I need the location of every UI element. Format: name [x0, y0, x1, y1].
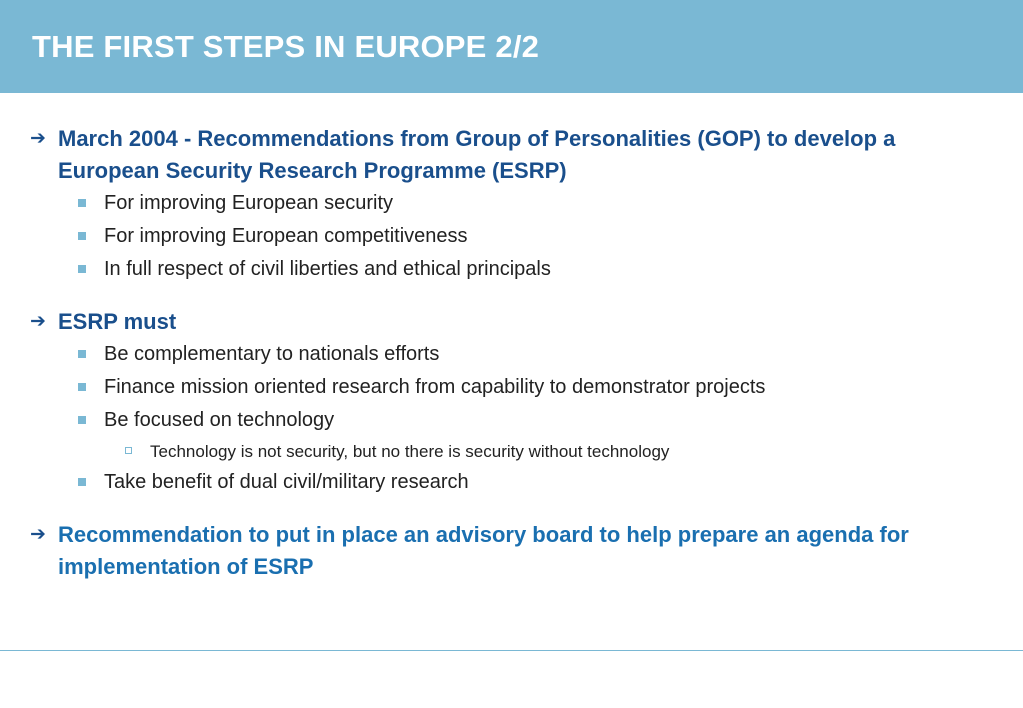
slide-title: THE FIRST STEPS IN EUROPE 2/2 — [32, 29, 540, 64]
square-bullet-icon — [78, 199, 86, 207]
section-spacer — [30, 499, 990, 519]
section-heading-advisory-board — [30, 519, 990, 583]
bullet-text: For improving European security — [104, 192, 394, 214]
arrow-right-icon: ➔ — [30, 311, 46, 332]
square-bullet-icon — [78, 383, 86, 391]
arrow-right-icon: ➔ — [30, 128, 46, 149]
bullet-item — [30, 187, 990, 220]
bullet-item — [30, 404, 990, 437]
square-bullet-icon — [78, 478, 86, 486]
bullet-text: Finance mission oriented research from capability to demonstrator projects — [104, 376, 766, 398]
bullet-text: Take benefit of dual civil/military research — [104, 471, 469, 493]
bullet-item — [30, 220, 990, 253]
bullet-item — [30, 371, 990, 404]
section-heading-text: ESRP must — [58, 309, 177, 334]
square-bullet-icon — [78, 232, 86, 240]
footer-divider — [0, 650, 1023, 651]
slide-header — [0, 0, 1023, 93]
slide-content — [30, 123, 990, 583]
section-heading-esrp-must — [30, 306, 990, 338]
square-bullet-icon — [78, 416, 86, 424]
bullet-item — [30, 253, 990, 286]
bullet-text: In full respect of civil liberties and ethical principals — [104, 258, 551, 280]
section-heading-gop — [30, 123, 990, 187]
sub-bullet-item — [30, 437, 990, 466]
bullet-text: Be focused on technology — [104, 409, 335, 431]
hollow-square-bullet-icon — [125, 447, 132, 454]
section-heading-text: March 2004 - Recommendations from Group of Personalities (GOP) to develop a European Security Research Programme (ESRP) — [58, 126, 896, 183]
bullet-text: Be complementary to nationals efforts — [104, 343, 440, 365]
bullet-item — [30, 466, 990, 499]
section-spacer — [30, 286, 990, 306]
section-heading-text: Recommendation to put in place an advisory board to help prepare an agenda for implementation of ESRP — [58, 522, 909, 579]
arrow-right-icon: ➔ — [30, 524, 46, 545]
bullet-text: For improving European competitiveness — [104, 225, 468, 247]
bullet-item — [30, 338, 990, 371]
square-bullet-icon — [78, 265, 86, 273]
sub-bullet-text: Technology is not security, but no there is security without technology — [150, 442, 670, 461]
square-bullet-icon — [78, 350, 86, 358]
